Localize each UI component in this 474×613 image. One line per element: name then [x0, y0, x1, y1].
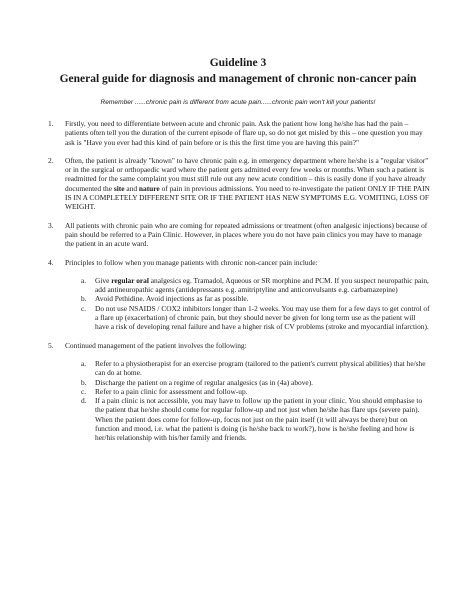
guideline-list	[46, 119, 430, 443]
sub-item-text: Refer to a pain clinic for assessment and follow-up.	[95, 386, 248, 396]
list-item-1	[46, 119, 430, 147]
list-item-4	[46, 258, 430, 332]
sub-item-5a	[65, 359, 430, 378]
item-text: Principles to follow when you manage patients with chronic non-cancer pain include:	[65, 257, 318, 267]
sub-item-text: Avoid Pethidine. Avoid injections as far as possible.	[95, 294, 249, 304]
item-bold-nature: nature	[138, 183, 160, 193]
sub-item-bold: regular oral	[111, 275, 149, 285]
remember-note: Remember ......chronic pain is different from acute pain......chronic pain won't kill your patients!	[100, 99, 376, 106]
sub-item-label: b.	[81, 377, 87, 387]
sub-item-label: b.	[81, 294, 87, 304]
sub-item-text: If a pain clinic is not accessible, you may have to follow up the patient in your clinic. You should emphasise to the patient that he/she should come for regular follow-up and not just when he/she has flare ups (severe pain). When the patient does come for follow-up, focus not just on the pain itself (it will always be there) but on function and mood, i.e. what the patient is doing (is he/she back to work?), how is he/she feeling and how is her/his relationship with his/her family and friends.	[95, 396, 423, 443]
list-item-3	[46, 221, 430, 249]
item-text: and	[124, 183, 139, 193]
sub-item-label: c.	[81, 386, 87, 396]
sub-item-5d	[65, 396, 430, 442]
item-text: Continued management of the patient involves the following:	[65, 340, 247, 350]
page-title: Guideline 3	[209, 57, 267, 69]
sub-item-text: Refer to a physiotherapist for an exercise program (tailored to the patient's current physical abilities) that he/she can do at home.	[95, 358, 426, 378]
sub-item-5b	[65, 378, 430, 387]
sub-list	[65, 359, 430, 443]
sub-item-4c	[65, 304, 430, 332]
item-number: 4.	[48, 257, 54, 267]
sub-item-label: a.	[81, 358, 87, 368]
sub-item-label: c.	[81, 303, 87, 313]
sub-item-text: Do not use NSAIDS / COX2 inhibitors longer than 1-2 weeks. You may use them for a few days to get control of a flare up (exacerbation) of chronic pain, but they should never be given for long term use as the patient will have a risk of developing renal failure and have a higher risk of CV problems (stroke and myocardial infarction).	[95, 303, 430, 332]
sub-list	[65, 276, 430, 332]
item-text: Often, the patient is already "known" to have chronic pain e.g. in emergency department where he/she is a "regular visitor" or in the surgical or orthopaedic ward where the patient gets admitted every few weeks or months. When such a patient is readmitted for the same complaint you must still rule out any new acute condition – this is easily done if you have already documented the	[65, 155, 429, 193]
sub-item-text: Discharge the patient on a regime of regular analgesics (as in (4a) above).	[95, 377, 314, 387]
sub-item-text: Give	[95, 275, 112, 285]
list-item-5	[46, 341, 430, 443]
sub-item-label: d.	[81, 396, 87, 406]
item-number: 1.	[48, 119, 54, 128]
sub-item-4b	[65, 294, 430, 303]
item-number: 3.	[48, 220, 54, 230]
list-item-2	[46, 156, 430, 212]
item-text: of pain in previous admissions. You need to re-investigate the patient ONLY IF THE PAIN IS IN A COMPLETELY DIFFERENT SITE OR IF THE PATIENT HAS NEW SYMPTOMS E.G. VOMITING, LOSS OF WEIGHT.	[65, 183, 430, 212]
sub-item-4a	[65, 276, 430, 295]
item-number: 5.	[48, 340, 54, 350]
item-text: Firstly, you need to differentiate between acute and chronic pain. Ask the patient how long he/she has had the pain – patients often tell you the duration of the current episode of flare up, so do not get misled by this – one question you may ask is "Have you ever had this kind of pain before or is this the first time you are having this pain?"	[65, 119, 423, 147]
page-subtitle: General guide for diagnosis and management of chronic non-cancer pain	[59, 73, 417, 85]
item-bold-site: site	[113, 183, 125, 193]
sub-item-label: a.	[81, 275, 87, 285]
sub-item-text: analgesics eg. Tramadol, Aqueous or SR morphine and PCM. If you suspect neuropathic pain, add antineuropathic agents (antidepressants e.g. amitriptyline and anticonvulsants e.g. carbamazepine)	[95, 275, 429, 295]
item-text: All patients with chronic pain who are coming for repeated admissions or treatment (often analgesic injections) because of pain should be referred to a Pain Clinic. However, in places where you do not have pain clinics you may have to manage the patient in an acute ward.	[65, 220, 428, 249]
item-number: 2.	[48, 155, 54, 165]
sub-item-5c	[65, 387, 430, 396]
